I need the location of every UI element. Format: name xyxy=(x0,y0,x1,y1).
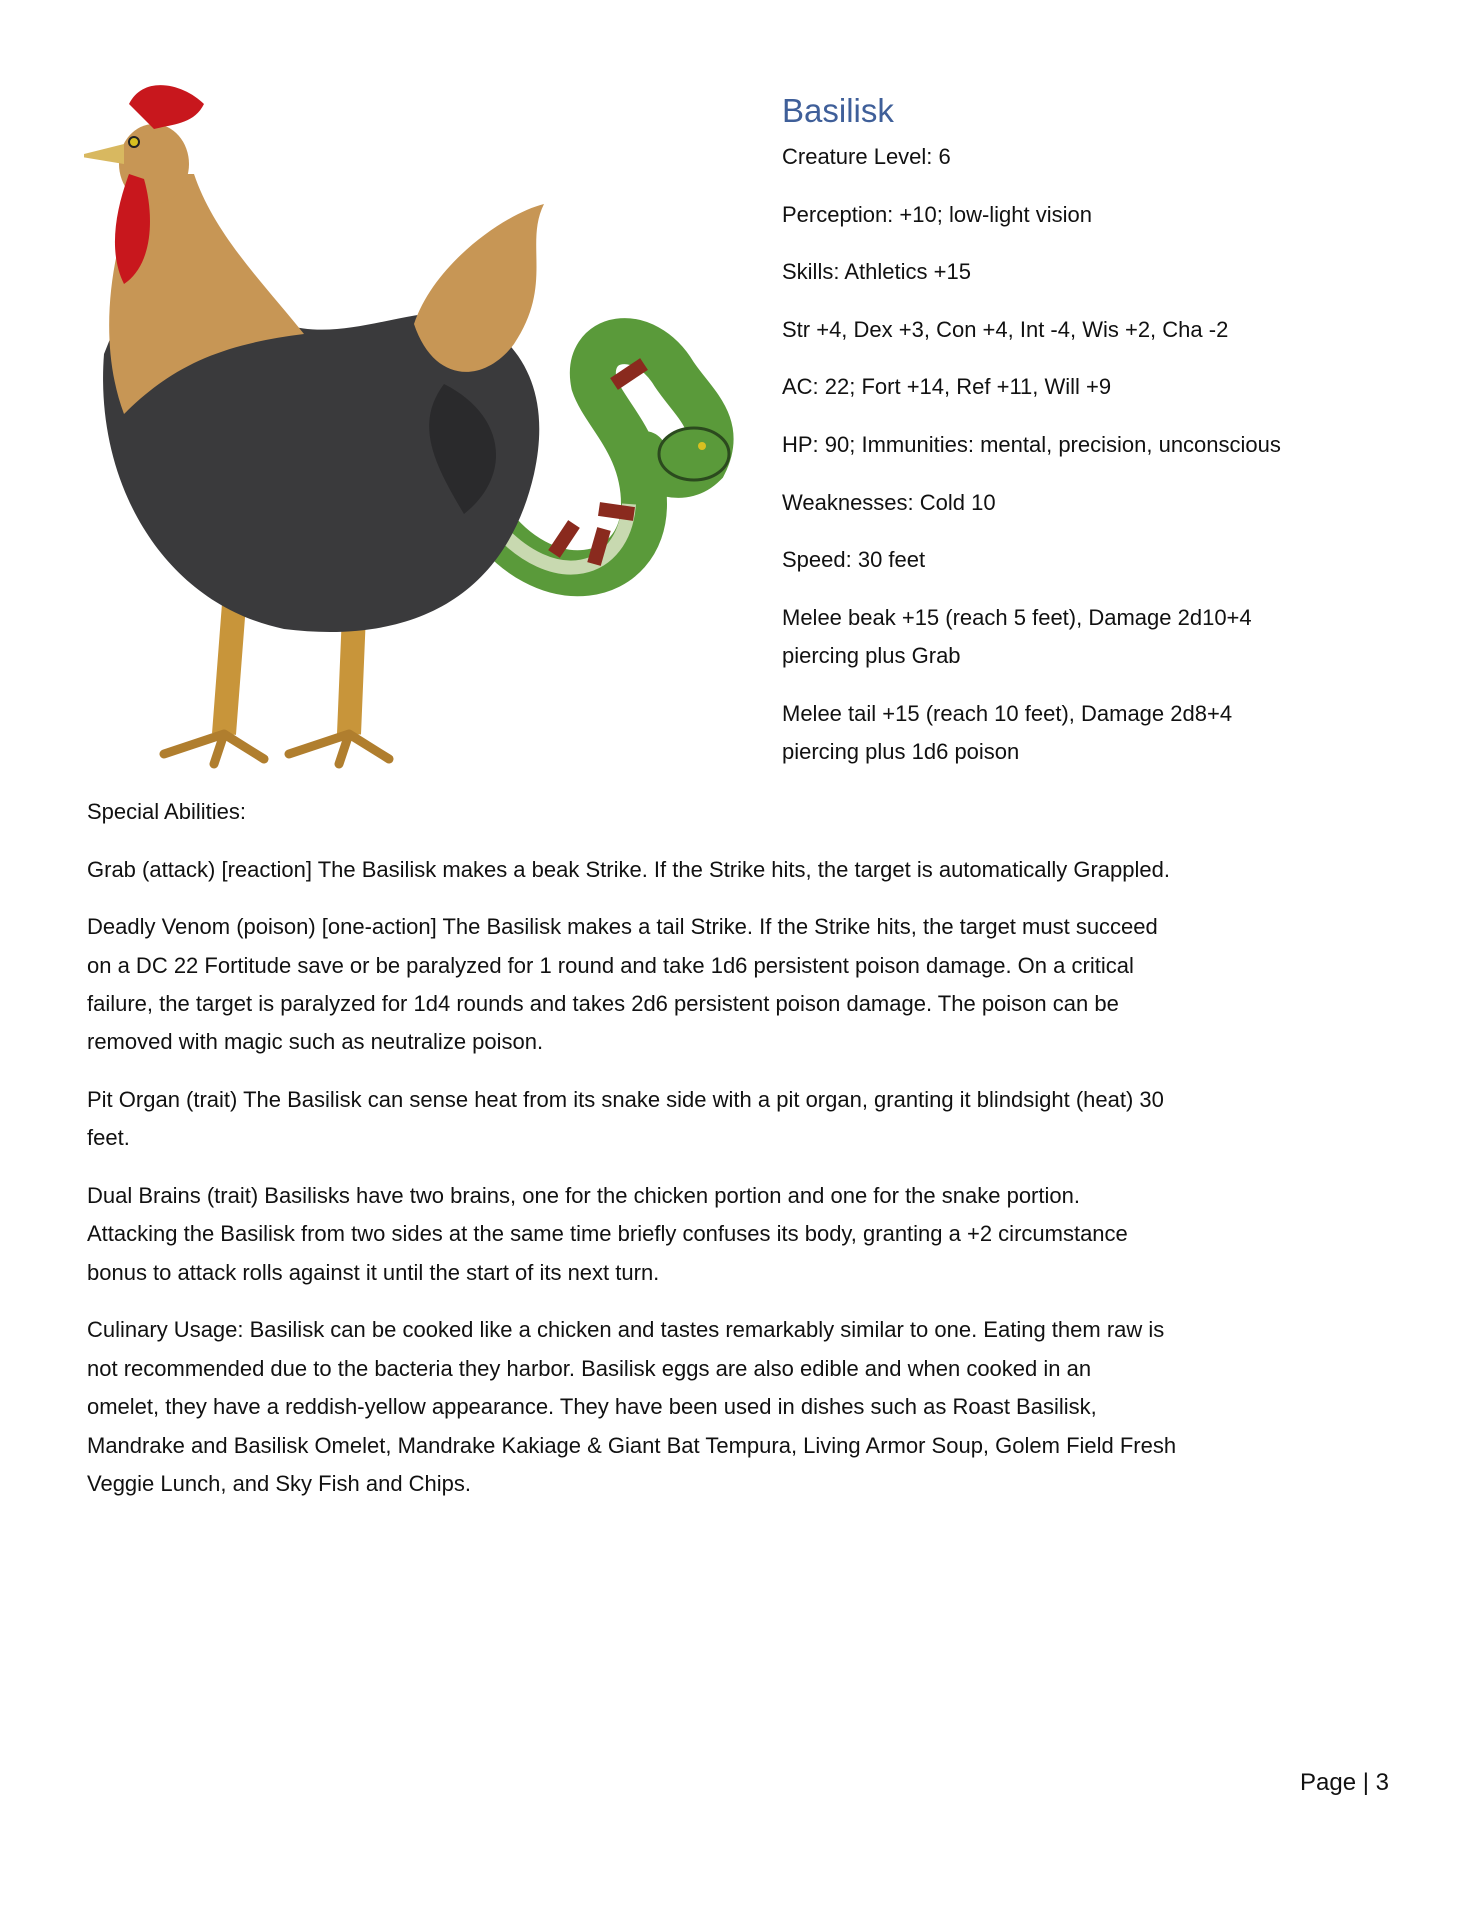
text-line: Special Abilities: xyxy=(87,799,246,824)
text-line: Weaknesses: Cold 10 xyxy=(782,489,996,515)
text-line: Melee tail +15 (reach 10 feet), Damage 2d8+4 xyxy=(782,700,1233,726)
text-line: Dual Brains (trait) Basilisks have two brains, one for the chicken portion and one for the snake portion. xyxy=(87,1183,1080,1208)
stat-line xyxy=(782,253,1422,291)
basilisk-illustration xyxy=(84,84,764,789)
text-line: Attacking the Basilisk from two sides at the same time briefly confuses its body, granting a +2 circumstance xyxy=(87,1221,1128,1247)
text-line: Skills: Athletics +15 xyxy=(782,259,971,285)
text-line: Veggie Lunch, and Sky Fish and Chips. xyxy=(87,1471,472,1497)
text-line: Mandrake and Basilisk Omelet, Mandrake Kakiage & Giant Bat Tempura, Living Armor Soup, Golem Field Fresh xyxy=(87,1432,1177,1458)
text-line: HP: 90; Immunities: mental, precision, unconscious xyxy=(782,431,1281,457)
ability-paragraph xyxy=(87,1081,1417,1158)
stat-line xyxy=(782,426,1422,464)
text-line: omelet, they have a reddish-yellow appearance. They have been used in dishes such as Roast Basilisk, xyxy=(87,1394,1097,1420)
text-line: piercing plus 1d6 poison xyxy=(782,739,1020,765)
text-line: bonus to attack rolls against it until the start of its next turn. xyxy=(87,1259,660,1285)
text-line: not recommended due to the bacteria they harbor. Basilisk eggs are also edible and when cooked in an xyxy=(87,1355,1092,1381)
text-line: Speed: 30 feet xyxy=(782,547,926,573)
ability-paragraph xyxy=(87,908,1417,1062)
text-line: Creature Level: 6 xyxy=(782,144,951,169)
text-line: piercing plus Grab xyxy=(782,643,961,669)
stat-line xyxy=(782,484,1422,522)
stat-line xyxy=(782,541,1422,579)
text-line: Culinary Usage: Basilisk can be cooked like a chicken and tastes remarkably similar to one. Eating them raw is xyxy=(87,1317,1165,1343)
text-line: Melee beak +15 (reach 5 feet), Damage 2d10+4 xyxy=(782,604,1252,630)
page-number: Page | 3 xyxy=(1300,1769,1389,1796)
special-abilities-section xyxy=(87,793,1417,1523)
text-line: AC: 22; Fort +14, Ref +11, Will +9 xyxy=(782,374,1112,400)
stat-line xyxy=(782,368,1422,406)
ability-paragraph xyxy=(87,1311,1417,1503)
creature-name: Basilisk xyxy=(782,92,894,129)
stat-line xyxy=(782,138,1422,176)
text-line: Deadly Venom (poison) [one-action] The Basilisk makes a tail Strike. If the Strike hits, the target must succeed xyxy=(87,914,1158,940)
stat-line xyxy=(782,311,1422,349)
text-line: Perception: +10; low-light vision xyxy=(782,201,1092,227)
text-line: removed with magic such as neutralize poison. xyxy=(87,1029,544,1055)
stat-block xyxy=(782,88,1422,791)
stat-line xyxy=(782,196,1422,234)
text-line: Pit Organ (trait) The Basilisk can sense heat from its snake side with a pit organ, granting it blindsight (heat) 30 xyxy=(87,1087,1164,1112)
ability-paragraph xyxy=(87,851,1417,889)
ability-paragraph xyxy=(87,793,1417,831)
text-line: Grab (attack) [reaction] The Basilisk makes a beak Strike. If the Strike hits, the target is automatically Grappled. xyxy=(87,856,1170,882)
text-line: failure, the target is paralyzed for 1d4 rounds and takes 2d6 persistent poison damage. The poison can be xyxy=(87,991,1119,1016)
text-line: Str +4, Dex +3, Con +4, Int -4, Wis +2, Cha -2 xyxy=(782,316,1229,342)
text-line: on a DC 22 Fortitude save or be paralyzed for 1 round and take 1d6 persistent poison damage. On a critical xyxy=(87,952,1134,978)
ability-paragraph xyxy=(87,1177,1417,1292)
stat-line xyxy=(782,599,1422,676)
stat-line xyxy=(782,695,1422,772)
text-line: feet. xyxy=(87,1125,130,1151)
